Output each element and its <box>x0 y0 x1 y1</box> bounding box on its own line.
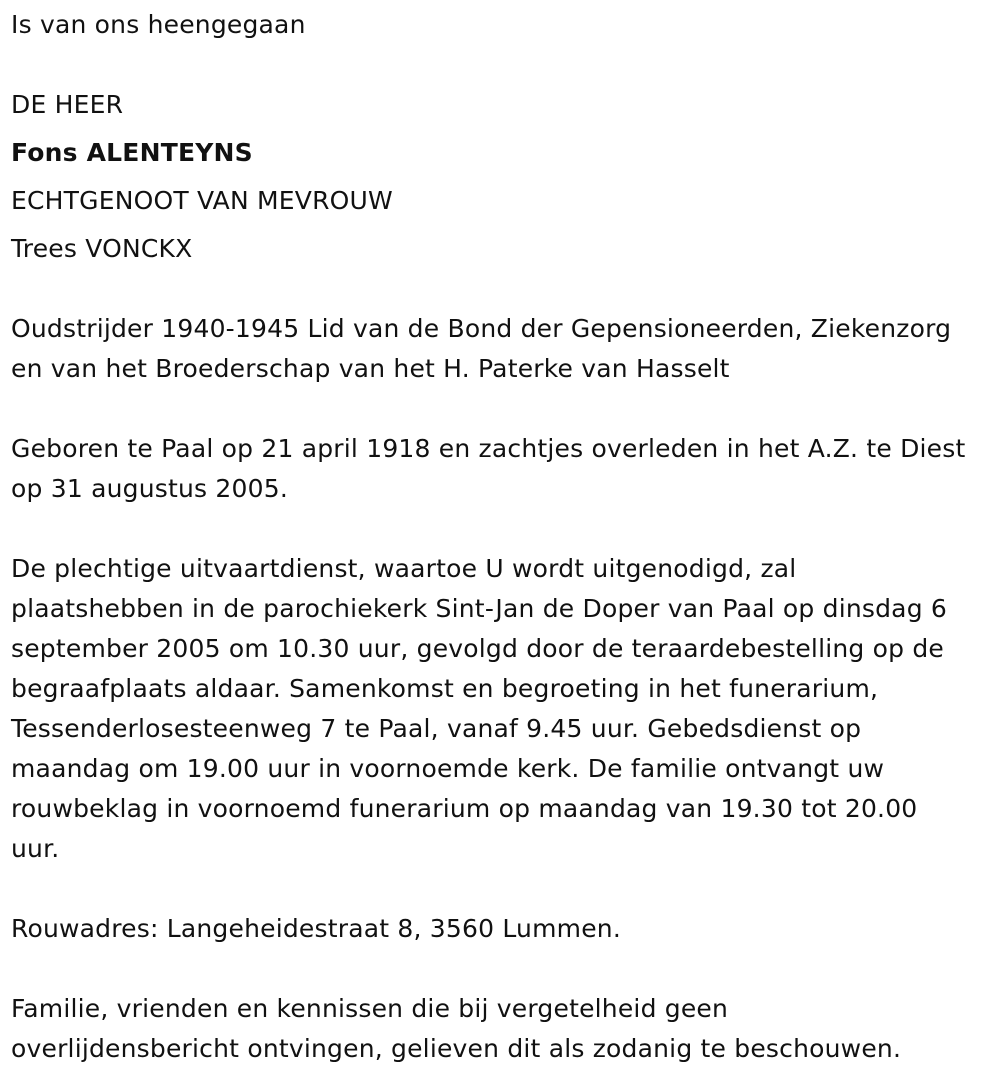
funeral-line: begraafplaats aldaar. Samenkomst en begroeting in het funerarium, <box>11 674 879 703</box>
memberships-line: Oudstrijder 1940-1945 Lid van de Bond der Gepensioneerden, Ziekenzorg <box>11 314 952 343</box>
birth-death-paragraph <box>11 429 991 509</box>
closing-line: overlijdensbericht ontvingen, gelieven dit als zodanig te beschouwen. <box>11 1034 902 1063</box>
obituary-notice <box>11 0 991 1069</box>
memberships-paragraph <box>11 309 991 389</box>
funeral-line: Tessenderlosesteenweg 7 te Paal, vanaf 9.45 uur. Gebedsdienst op <box>11 714 862 743</box>
birth-death-line: op 31 augustus 2005. <box>11 474 288 503</box>
funeral-line: De plechtige uitvaartdienst, waartoe U wordt uitgenodigd, zal <box>11 554 797 583</box>
funeral-line: maandag om 19.00 uur in voornoemde kerk. De familie ontvangt uw <box>11 754 885 783</box>
honorific-title: DE HEER <box>11 90 124 119</box>
deceased-name: Fons ALENTEYNS <box>11 138 253 167</box>
memberships-line: en van het Broederschap van het H. Paterke van Hasselt <box>11 354 730 383</box>
funeral-line: rouwbeklag in voornoemd funerarium op maandag van 19.30 tot 20.00 <box>11 794 918 823</box>
intro-text: Is van ons heengegaan <box>11 10 306 39</box>
closing-line: Familie, vrienden en kennissen die bij vergetelheid geen <box>11 994 729 1023</box>
closing-paragraph <box>11 989 991 1069</box>
spouse-title: ECHTGENOOT VAN MEVROUW <box>11 186 393 215</box>
spouse-name: Trees VONCKX <box>11 234 193 263</box>
funeral-line: uur. <box>11 834 60 863</box>
mourning-address: Rouwadres: Langeheidestraat 8, 3560 Lummen. <box>11 914 621 943</box>
birth-death-line: Geboren te Paal op 21 april 1918 en zachtjes overleden in het A.Z. te Diest <box>11 434 966 463</box>
funeral-line: september 2005 om 10.30 uur, gevolgd door de teraardebestelling op de <box>11 634 944 663</box>
funeral-line: plaatshebben in de parochiekerk Sint-Jan de Doper van Paal op dinsdag 6 <box>11 594 948 623</box>
funeral-paragraph <box>11 549 991 869</box>
